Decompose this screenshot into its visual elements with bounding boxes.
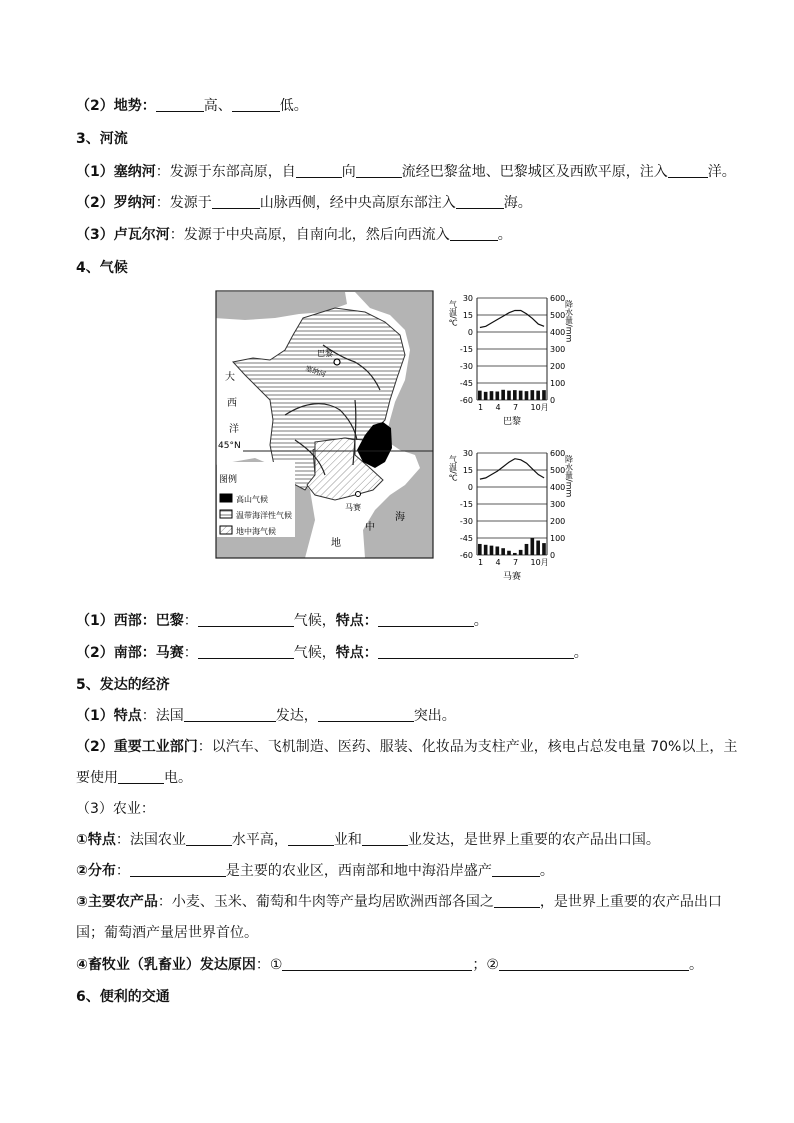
terrain-line: （2）地势： 高、 低。 [76, 98, 308, 114]
answer-blank[interactable] [130, 862, 226, 877]
seine-line: （1）塞纳河：发源于东部高原，自 向 流经巴黎盆地、巴黎城区及西欧平原，注入 洋。 [76, 164, 736, 180]
y-tick-label: 15 [462, 466, 473, 475]
section-heading-economy: 5、发达的经济 [76, 677, 170, 693]
precip-bar [496, 392, 500, 401]
precip-bar [531, 390, 535, 400]
answer-blank[interactable] [232, 97, 280, 112]
answer-blank[interactable] [378, 612, 474, 627]
item-label: ④畜牧业（乳畜业）发达原因 [76, 957, 256, 973]
item-label: 罗纳河 [113, 195, 156, 211]
item-label: ②分布 [76, 863, 116, 879]
agri-distribution-line: ②分布： 是主要的农业区，西南部和地中海沿岸盛产 。 [76, 863, 554, 879]
chart-title: 马赛 [502, 572, 522, 582]
answer-blank[interactable] [494, 893, 540, 908]
answer-blank[interactable] [212, 194, 260, 209]
precip-bar [536, 391, 540, 400]
paris-climate-line: （1）西部：巴黎： 气候，特点： 。 [76, 613, 488, 629]
precip-bar [513, 390, 517, 400]
answer-blank[interactable] [296, 163, 342, 178]
precip-bar [478, 391, 482, 400]
precip-bar [542, 543, 546, 555]
temperature-line [480, 311, 544, 328]
y2-tick-label: 100 [550, 534, 566, 543]
paris-marker [334, 359, 340, 365]
answer-blank[interactable] [118, 769, 164, 784]
y2-tick-label: 500 [550, 311, 566, 320]
answer-blank[interactable] [288, 831, 334, 846]
answer-blank[interactable] [499, 956, 689, 971]
label-latitude: 45°N [218, 441, 241, 451]
answer-blank[interactable] [492, 862, 540, 877]
precip-bar [490, 546, 494, 555]
label-seine: 塞纳河 [304, 364, 327, 380]
label-ocean-1: 大 [225, 372, 235, 383]
precip-bar [536, 541, 540, 555]
answer-blank[interactable] [378, 644, 574, 659]
answer-blank[interactable] [282, 956, 472, 971]
answer-blank[interactable] [362, 831, 408, 846]
agri-products-line-2: 国；葡萄酒产量居世界首位。 [76, 925, 258, 941]
precip-bar [531, 538, 535, 555]
y2-axis-label: 降水量/mm [564, 300, 574, 343]
item-label: 塞纳河 [113, 164, 156, 180]
legend-swatch-mediterranean [220, 526, 232, 534]
answer-blank[interactable] [184, 707, 276, 722]
climate-chart-paris [448, 294, 574, 427]
marseille-marker [356, 492, 361, 497]
item-label: ①特点 [76, 832, 116, 848]
y2-tick-label: 200 [550, 362, 566, 371]
climate-chart-marseille [448, 449, 574, 582]
y2-tick-label: 100 [550, 379, 566, 388]
agri-feature-line: ①特点：法国农业 水平高， 业和 业发达，是世界上重要的农产品出口国。 [76, 832, 660, 848]
marseille-climate-line: （2）南部：马赛： 气候，特点： 。 [76, 645, 588, 661]
precip-bar [501, 390, 505, 400]
climate-figure [215, 290, 574, 590]
x-tick-label: 4 [495, 403, 501, 412]
answer-blank[interactable] [668, 163, 708, 178]
y2-tick-label: 600 [550, 449, 566, 458]
label-ocean-2: 西 [227, 398, 237, 409]
label-sea-1: 中 [365, 522, 375, 533]
x-tick-label: 7 [513, 403, 519, 412]
husbandry-line: ④畜牧业（乳畜业）发达原因：① ；② 。 [76, 957, 703, 973]
legend-alpine: 高山气候 [236, 495, 268, 504]
y-tick-label: -15 [459, 345, 473, 354]
economy-feature-line: （1）特点：法国 发达， 突出。 [76, 708, 456, 724]
label-sea-2: 海 [395, 512, 405, 523]
legend-swatch-oceanic [220, 510, 232, 518]
label-marseille: 马赛 [345, 503, 361, 512]
x-tick-label: 1 [478, 558, 484, 567]
y2-tick-label: 0 [550, 396, 556, 405]
precip-bar [519, 391, 523, 400]
x-tick-label: 7 [513, 558, 519, 567]
item-number: （2） [76, 98, 114, 114]
precip-bar [507, 391, 511, 400]
y-tick-label: -45 [459, 379, 473, 388]
precip-bar [478, 544, 482, 555]
temperature-line [480, 459, 544, 479]
y-tick-label: -15 [459, 500, 473, 509]
figure-svg [215, 290, 574, 590]
section-heading-climate: 4、气候 [76, 260, 128, 276]
legend-mediterranean: 地中海气候 [236, 527, 276, 536]
precip-bar [525, 544, 529, 555]
x-tick-label: 4 [495, 558, 501, 567]
label-paris: 巴黎 [317, 349, 333, 358]
y-tick-label: -30 [459, 517, 473, 526]
svg-text:图例: 图例 [219, 475, 238, 485]
answer-blank[interactable] [156, 97, 204, 112]
item-label: 重要工业部门 [113, 739, 198, 755]
item-label: 卢瓦尔河 [113, 227, 170, 243]
precip-bar [496, 547, 500, 556]
label-sea-0: 地 [331, 538, 341, 549]
chart-title: 巴黎 [502, 417, 522, 427]
agriculture-heading: （3）农业： [76, 801, 155, 817]
answer-blank[interactable] [198, 612, 294, 627]
answer-blank[interactable] [456, 194, 504, 209]
legend-oceanic: 温带海洋性气候 [236, 511, 292, 520]
y2-tick-label: 300 [550, 345, 566, 354]
y-tick-label: -45 [459, 534, 473, 543]
rhone-line: （2）罗纳河：发源于 山脉西侧，经中央高原东部注入 海。 [76, 195, 532, 211]
answer-blank[interactable] [198, 644, 294, 659]
item-label: 特点 [113, 708, 142, 724]
y-axis-label: 气温/℃ [448, 455, 458, 483]
precip-bar [484, 545, 488, 555]
section-heading-rivers: 3、河流 [76, 131, 128, 147]
y2-axis-label: 降水量/mm [564, 455, 574, 498]
industry-line-2: 要使用 电。 [76, 770, 192, 786]
precip-bar [507, 551, 511, 555]
x-tick-label: 10月 [530, 558, 549, 567]
precip-bar [542, 390, 546, 400]
y-tick-label: 0 [467, 328, 473, 337]
y2-tick-label: 400 [550, 328, 566, 337]
item-label: 南部：马赛 [113, 645, 184, 661]
label-ocean-3: 洋 [229, 424, 239, 435]
precip-bar [490, 391, 494, 400]
precip-bar [525, 391, 529, 400]
y-tick-label: 0 [467, 483, 473, 492]
y-tick-label: -60 [459, 396, 473, 405]
industry-line: （2）重要工业部门：以汽车、飞机制造、医药、服装、化妆品为支柱产业，核电占总发电量 70%以上，主 [76, 739, 738, 755]
item-label: 西部：巴黎 [113, 613, 184, 629]
y-axis-label: 气温/℃ [448, 300, 458, 328]
precip-bar [519, 550, 523, 555]
item-label: ③主要农产品 [76, 894, 158, 910]
y-tick-label: -30 [459, 362, 473, 371]
y-tick-label: 15 [462, 311, 473, 320]
item-label: 地势： [113, 98, 156, 114]
y2-tick-label: 600 [550, 294, 566, 303]
y2-tick-label: 500 [550, 466, 566, 475]
section-heading-transport: 6、便利的交通 [76, 989, 170, 1005]
precip-bar [484, 392, 488, 400]
legend-swatch-alpine [220, 494, 232, 502]
answer-blank[interactable] [186, 831, 232, 846]
loire-line: （3）卢瓦尔河：发源于中央高原，自南向北，然后向西流入 。 [76, 227, 512, 243]
answer-blank[interactable] [450, 226, 498, 241]
y-tick-label: 30 [462, 449, 473, 458]
map-legend [217, 462, 295, 537]
y2-tick-label: 200 [550, 517, 566, 526]
y-tick-label: -60 [459, 551, 473, 560]
agri-products-line: ③主要农产品：小麦、玉米、葡萄和牛肉等产量均居欧洲西部各国之 ，是世界上重要的农产品出口 [76, 894, 722, 910]
y-tick-label: 30 [462, 294, 473, 303]
y2-tick-label: 300 [550, 500, 566, 509]
answer-blank[interactable] [318, 707, 414, 722]
x-tick-label: 1 [478, 403, 484, 412]
precip-bar [501, 548, 505, 555]
precip-bar [513, 553, 517, 555]
y2-tick-label: 0 [550, 551, 556, 560]
y2-tick-label: 400 [550, 483, 566, 492]
x-tick-label: 10月 [530, 403, 549, 412]
answer-blank[interactable] [356, 163, 402, 178]
